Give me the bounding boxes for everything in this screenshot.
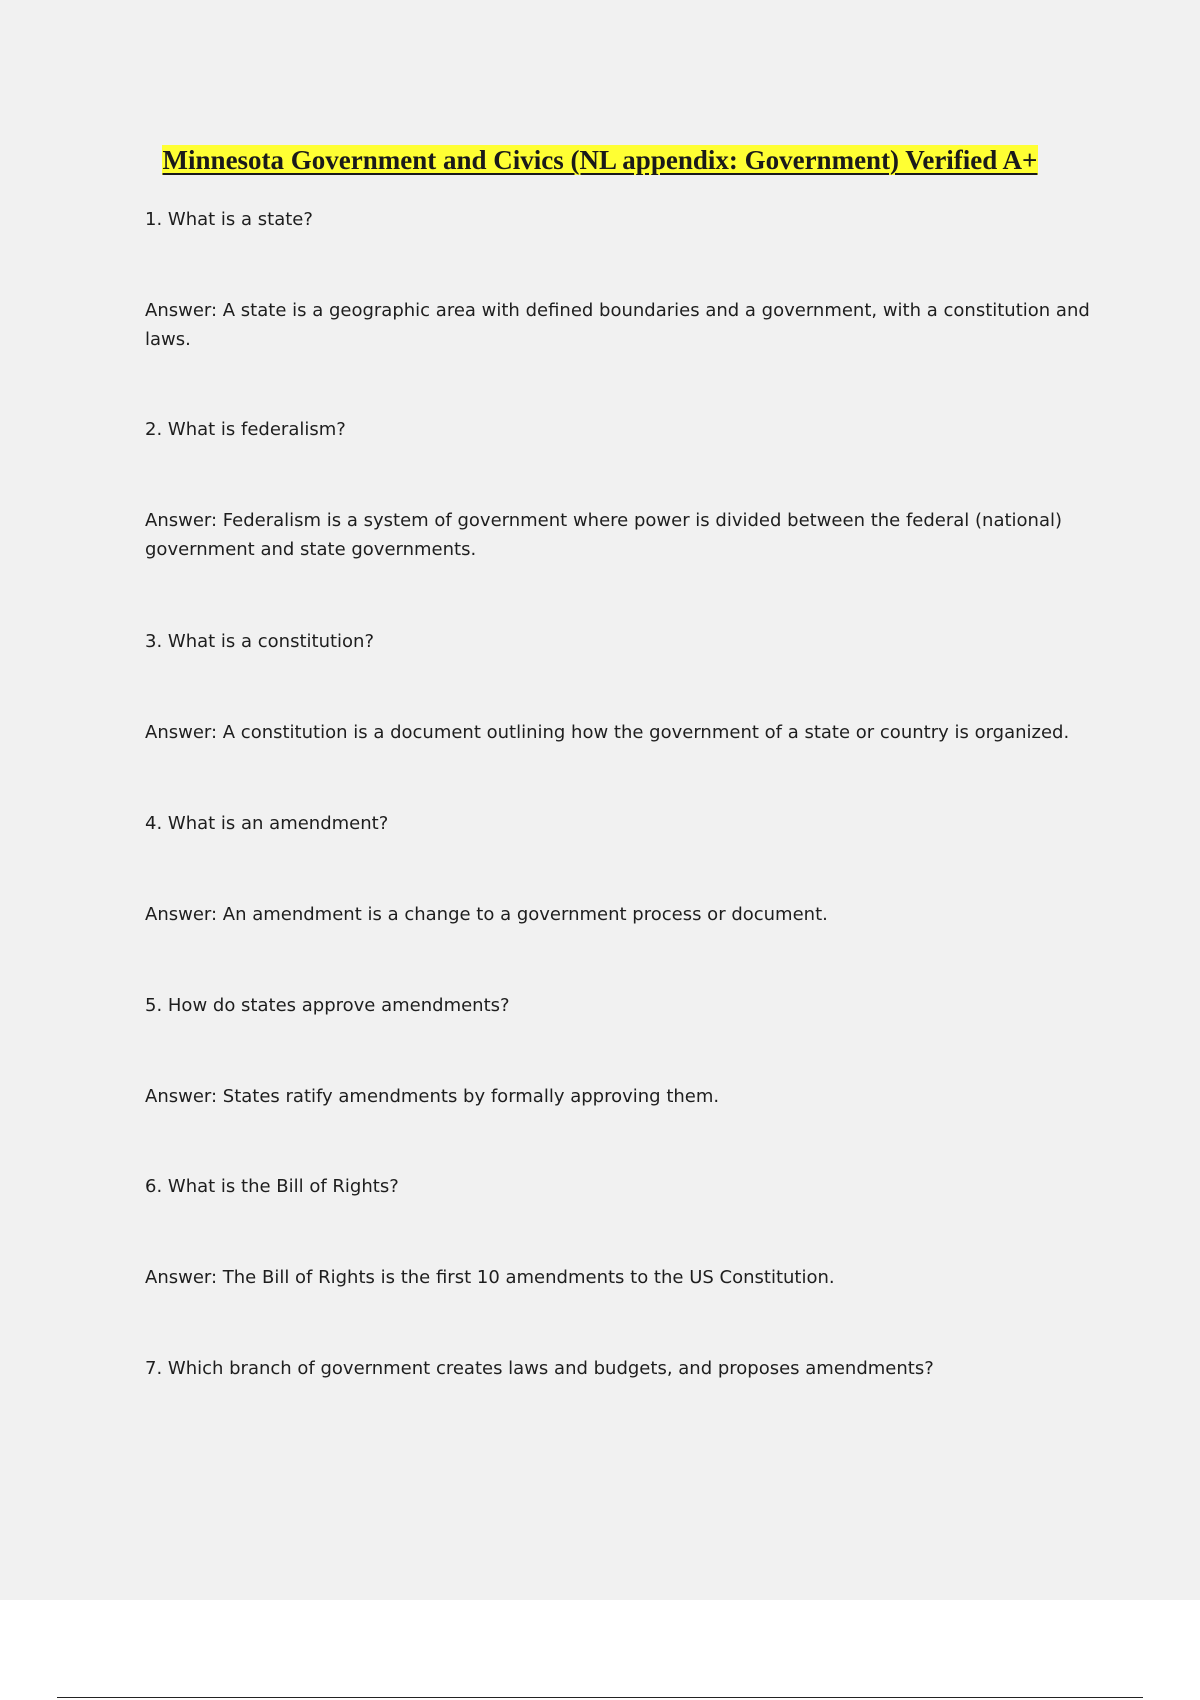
answer-3: Answer: A constitution is a document outlining how the government of a state or country is organized. — [145, 722, 1070, 743]
footer-divider — [57, 1697, 1143, 1698]
answer-2: Answer: Federalism is a system of government where power is divided between the federal (national) government and state governments. — [145, 510, 1063, 560]
document-title — [0, 142, 1200, 178]
answer-1: Answer: A state is a geographic area with defined boundaries and a government, with a constitution and laws. — [145, 300, 1090, 350]
question-4: 4. What is an amendment? — [145, 813, 389, 834]
answer-5: Answer: States ratify amendments by formally approving them. — [145, 1086, 720, 1107]
question-3: 3. What is a constitution? — [145, 631, 375, 652]
question-1: 1. What is a state? — [145, 209, 313, 230]
answer-4: Answer: An amendment is a change to a government process or document. — [145, 904, 828, 925]
question-6: 6. What is the Bill of Rights? — [145, 1176, 399, 1197]
question-5: 5. How do states approve amendments? — [145, 995, 510, 1016]
document-title-text: Minnesota Government and Civics (NL appendix: Government) Verified A+ — [162, 145, 1038, 175]
question-7: 7. Which branch of government creates laws and budgets, and proposes amendments? — [145, 1358, 934, 1379]
question-2: 2. What is federalism? — [145, 419, 346, 440]
answer-6: Answer: The Bill of Rights is the first 10 amendments to the US Constitution. — [145, 1267, 835, 1288]
